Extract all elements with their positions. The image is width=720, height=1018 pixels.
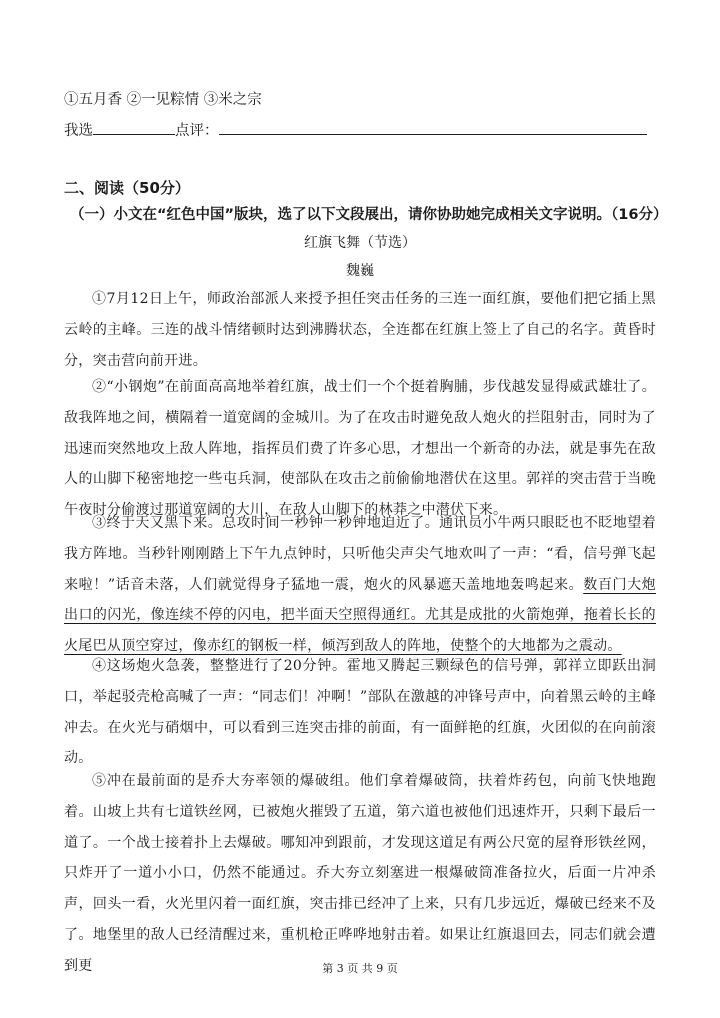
choice-line	[64, 118, 647, 141]
paragraph-3-text: ③终于天又黑下来。总攻时间一秒钟一秒钟地迫近了。通讯员小牛两只眼眨也不眨地望着我方阵地。当秒针刚刚踏上下午九点钟时，只听他尖声尖气地欢叫了一声：“看，信号弹飞起来啦！”话音未落，人们就觉得身子猛地一震，炮火的风暴遮天盖地地轰鸣起来。	[64, 515, 656, 593]
paragraph-2: ②“小钢炮”在前面高高地举着红旗，战士们一个个挺着胸脯，步伐越发显得威武雄壮了。敌我阵地之间，横隔着一道宽阔的金城川。为了在攻击时避免敌人炮火的拦阻射击，同时为了迅速而突然地攻上敌人阵地，指挥员们费了许多心思，才想出一个新奇的办法，就是事先在敌人的山脚下秘密地挖一些屯兵洞，使部队在攻击之前偷偷地潜伏在这里。郭祥的突击营于当晚午夜时分偷渡过那道宽阔的大川，在敌人山脚下的林莽之中潜伏下来。	[64, 379, 656, 519]
choice-blank[interactable]	[93, 118, 175, 135]
paragraph-1: ①7月12日上午，师政治部派人来授予担任突击任务的三连一面红旗，要他们把它插上黑云岭的主峰。三连的战斗情绪顿时达到沸腾状态，全连都在红旗上签上了自己的名字。黄昏时分，突击营向前开进。	[64, 291, 656, 369]
paragraph-4: ④这场炮火急袭，整整进行了20分钟。霍地又腾起三颗绿色的信号弹，郭祥立即跃出洞口，举起驳壳枪高喊了一声：“同志们！冲啊！”部队在激越的冲锋号声中，向着黑云岭的主峰冲去。在火光与硝烟中，可以看到三连突击排的前面，有一面鲜艳的红旗，火团似的在向前滚动。	[64, 658, 656, 767]
comment-blank[interactable]	[219, 118, 647, 135]
comment-label: 点评：	[175, 123, 219, 139]
options-line: ①五月香 ②一见粽情 ③米之宗	[64, 92, 262, 108]
paragraph-5: ⑤冲在最前面的是乔大夯率领的爆破组。他们拿着爆破筒，扶着炸药包，向前飞快地跑着。山坡上共有七道铁丝网，已被炮火摧毁了五道，第六道也被他们迅速炸开，只剩下最后一道了。一个战士接着扑上去爆破。哪知冲到跟前，才发现这道足有两公尺宽的屋脊形铁丝网，只炸开了一道小小口，仍然不能通过。乔大夯立刻塞进一根爆破筒准备拉火，后面一片冲杀声，回头一看，火光里闪着一面红旗，突击排已经冲了上来，只有几步远近，爆破已经来不及了。地堡里的敌人已经清醒过来，重机枪正哗哗地射击着。如果让红旗退回去，同志们就会遭到更	[64, 773, 656, 974]
article-author: 魏巍	[346, 263, 374, 279]
section-title: 二、阅读（50分）	[64, 179, 190, 197]
page-number: 第 3 页 共 9 页	[322, 962, 398, 975]
choice-label: 我选	[64, 123, 93, 139]
paragraph-3	[64, 508, 656, 662]
article-title: 红旗飞舞（节选）	[304, 235, 416, 251]
question-heading: （一）小文在“红色中国”版块，选了以下文段展出，请你协助她完成相关文字说明。（16分）	[70, 207, 668, 223]
underlined-sentence: 数百门大炮出口的闪光，像连续不停的闪电，把半面天空照得通红。尤其是成批的火箭炮弹，拖着长长的火尾巴从顶空穿过，像赤红的钢板一样，倾泻到敌人的阵地，使整个的大地都为之震动。	[64, 576, 656, 655]
